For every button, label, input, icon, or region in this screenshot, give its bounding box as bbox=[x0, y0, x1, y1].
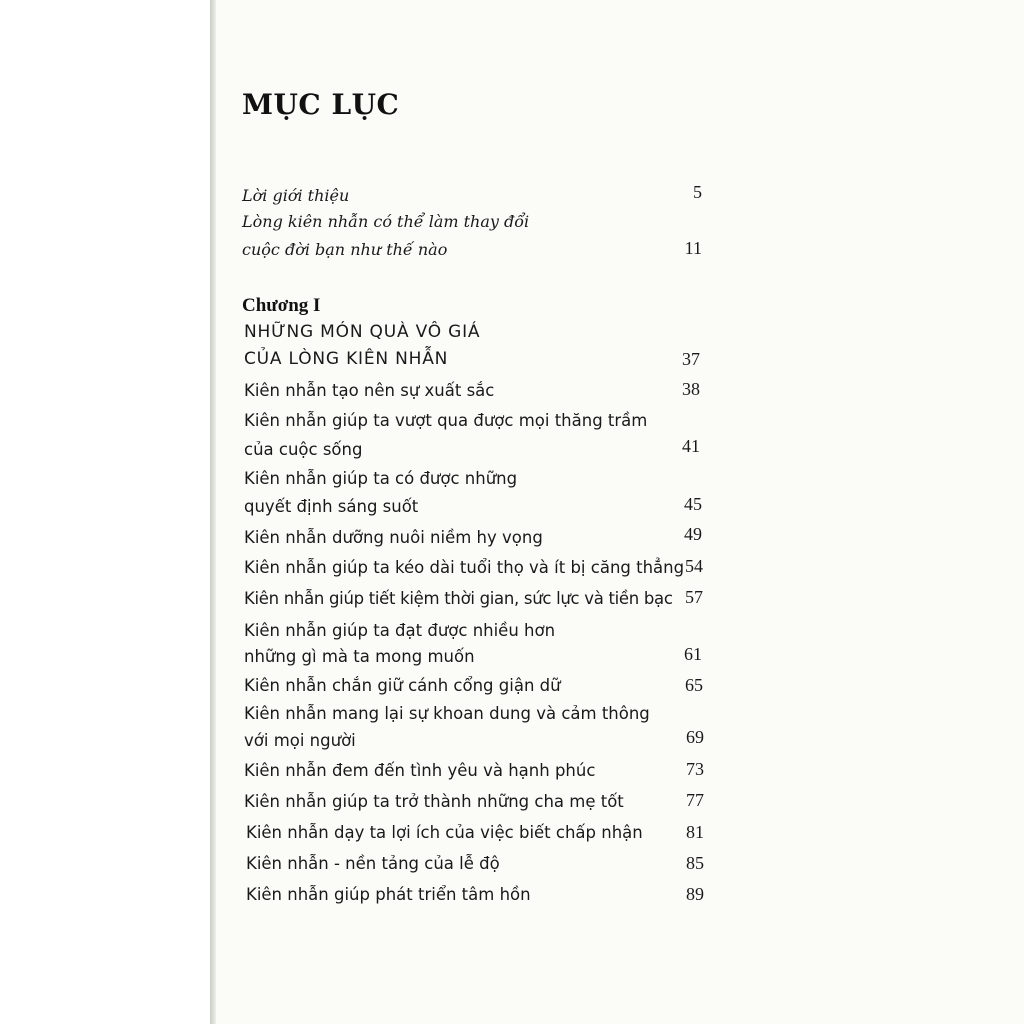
toc-entry-line: Kiên nhẫn giúp ta kéo dài tuổi thọ và ít bị căng thẳng bbox=[244, 558, 685, 577]
toc-entry-line: Kiên nhẫn chắn giữ cánh cổng giận dữ bbox=[244, 676, 561, 695]
toc-entry-line: quyết định sáng suốt bbox=[244, 497, 419, 516]
toc-page-number: 69 bbox=[686, 727, 704, 747]
toc-page-number: 37 bbox=[682, 349, 700, 369]
toc-page-number: 61 bbox=[684, 644, 702, 664]
toc-page-number: 41 bbox=[682, 436, 700, 456]
toc-entry-line: Kiên nhẫn dưỡng nuôi niềm hy vọng bbox=[244, 528, 543, 547]
toc-entry-line: Kiên nhẫn giúp tiết kiệm thời gian, sức lực và tiền bạc bbox=[244, 589, 673, 608]
toc-page-number: 38 bbox=[682, 379, 700, 399]
toc-entry-line: với mọi người bbox=[244, 731, 356, 750]
toc-entry-intro-line: Lòng kiên nhẫn có thể làm thay đổi bbox=[242, 212, 530, 231]
chapter-title-line: NHỮNG MÓN QUÀ VÔ GIÁ bbox=[244, 322, 481, 342]
toc-entry-line: của cuộc sống bbox=[244, 440, 363, 459]
toc-page-number: 89 bbox=[686, 884, 704, 904]
toc-page-number: 85 bbox=[686, 853, 704, 873]
toc-entry-line: Kiên nhẫn giúp ta đạt được nhiều hơn bbox=[244, 621, 556, 640]
toc-entry-line: Kiên nhẫn tạo nên sự xuất sắc bbox=[244, 381, 495, 400]
chapter-label: Chương I bbox=[242, 295, 321, 316]
toc-entry-line: những gì mà ta mong muốn bbox=[244, 647, 475, 666]
toc-page-number: 77 bbox=[686, 790, 704, 810]
page-spine-shadow bbox=[210, 0, 216, 1024]
toc-entry-line: Kiên nhẫn giúp ta vượt qua được mọi thăng trầm bbox=[244, 411, 648, 430]
toc-entry-intro-line: cuộc đời bạn như thế nào bbox=[242, 240, 448, 259]
toc-page-number: 5 bbox=[693, 182, 702, 202]
chapter-title-line: CỦA LÒNG KIÊN NHẪN bbox=[244, 349, 449, 369]
toc-entry-line: Kiên nhẫn giúp phát triển tâm hồn bbox=[246, 885, 531, 904]
toc-page-number: 54 bbox=[685, 556, 703, 576]
toc-entry-line: Kiên nhẫn đem đến tình yêu và hạnh phúc bbox=[244, 761, 596, 780]
toc-page-number: 11 bbox=[684, 238, 702, 258]
toc-entry-line: Kiên nhẫn mang lại sự khoan dung và cảm thông bbox=[244, 704, 650, 723]
toc-page-number: 65 bbox=[685, 675, 703, 695]
toc-entry-line: Kiên nhẫn giúp ta có được những bbox=[244, 469, 518, 488]
toc-entry-line: Kiên nhẫn dạy ta lợi ích của việc biết chấp nhận bbox=[246, 823, 643, 842]
toc-page-number: 45 bbox=[684, 494, 702, 514]
toc-entry-line: Kiên nhẫn giúp ta trở thành những cha mẹ tốt bbox=[244, 792, 624, 811]
toc-page-number: 73 bbox=[686, 759, 704, 779]
toc-entry-intro-line: Lời giới thiệu bbox=[242, 186, 350, 205]
toc-page-number: 49 bbox=[684, 524, 702, 544]
toc-entry-line: Kiên nhẫn - nền tảng của lễ độ bbox=[246, 854, 500, 873]
toc-page-number: 81 bbox=[686, 822, 704, 842]
toc-title: MỤC LỤC bbox=[242, 88, 400, 121]
toc-page-number: 57 bbox=[685, 587, 703, 607]
